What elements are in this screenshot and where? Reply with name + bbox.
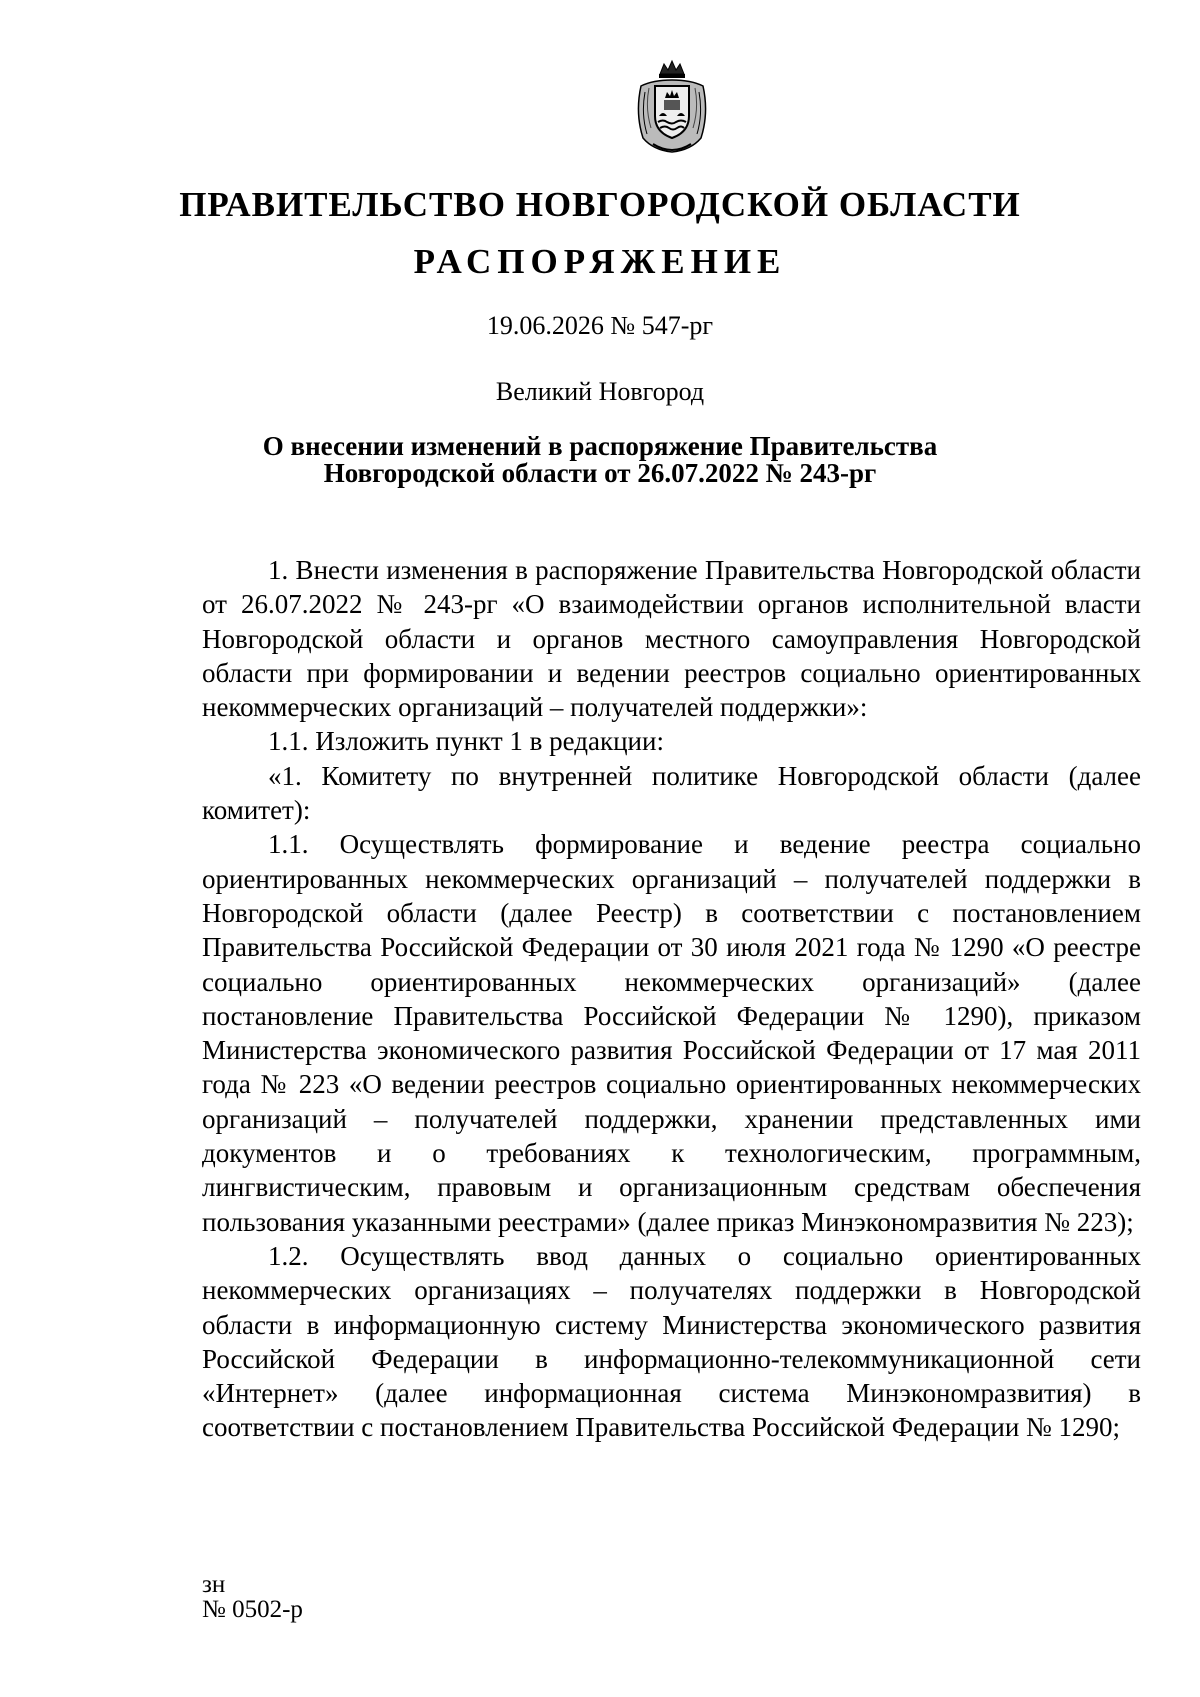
body-paragraph: 1.1. Изложить пункт 1 в редакции: (268, 726, 664, 757)
footer-number: № 0502-р (202, 1596, 303, 1623)
organization-title: ПРАВИТЕЛЬСТВО НОВГОРОДСКОЙ ОБЛАСТИ (179, 185, 1021, 224)
document-title-line: О внесении изменений в распоряжение Правительства (262, 431, 938, 461)
body-paragraph: 1. Внести изменения в распоряжение Правительства Новгородской области от 26.07.2022 № 243-рг «О взаимодействии органов исполнительной власти Новгородской области и органов местного самоуправления Новгородской области при формировании и ведении реестров социально ориентированных некоммерческих организаций – получателей поддержки»: (202, 555, 1141, 723)
document-body (202, 553, 1141, 1445)
coat-of-arms-icon (631, 58, 713, 156)
document-title-line: Новгородской области от 26.07.2022 № 243-рг (323, 458, 877, 488)
body-paragraph: 1.1. Осуществлять формирование и ведение реестра социально ориентированных некоммерческих организаций – получателей поддержки в Новгородской области (далее Реестр) в соответствии с постановлением Правительства Российской Федерации от 30 июля 2021 года № 1290 «О реестре социально ориентированных некоммерческих организаций» (далее постановление Правительства Российской Федерации № 1290), приказом Министерства экономического развития Российской Федерации от 17 мая 2011 года № 223 «О ведении реестров социально ориентированных некоммерческих организаций – получателей поддержки, хранении представленных ими документов и о требованиях к технологическим, программным, лингвистическим, правовым и организационным средствам обеспечения пользования указанными реестрами» (далее приказ Минэкономразвития № 223); (202, 829, 1141, 1237)
document-footer (202, 1572, 303, 1622)
body-paragraph: «1. Комитету по внутренней политике Новгородской области (далее комитет): (202, 760, 1141, 826)
document-title (0, 433, 1200, 487)
footer-initials: зн (202, 1571, 226, 1598)
document-place: Великий Новгород (495, 377, 705, 406)
document-date-number: 19.06.2026 № 547-рг (486, 311, 714, 340)
document-type: РАСПОРЯЖЕНИЕ (413, 242, 787, 281)
body-paragraph: 1.2. Осуществлять ввод данных о социально ориентированных некоммерческих организациях – получателях поддержки в Новгородской области в информационную систему Министерства экономического развития Российской Федерации в информационно-телекоммуникационной сети «Интернет» (далее информационная система Минэкономразвития) в соответствии с постановлением Правительства Российской Федерации № 1290; (202, 1240, 1141, 1443)
